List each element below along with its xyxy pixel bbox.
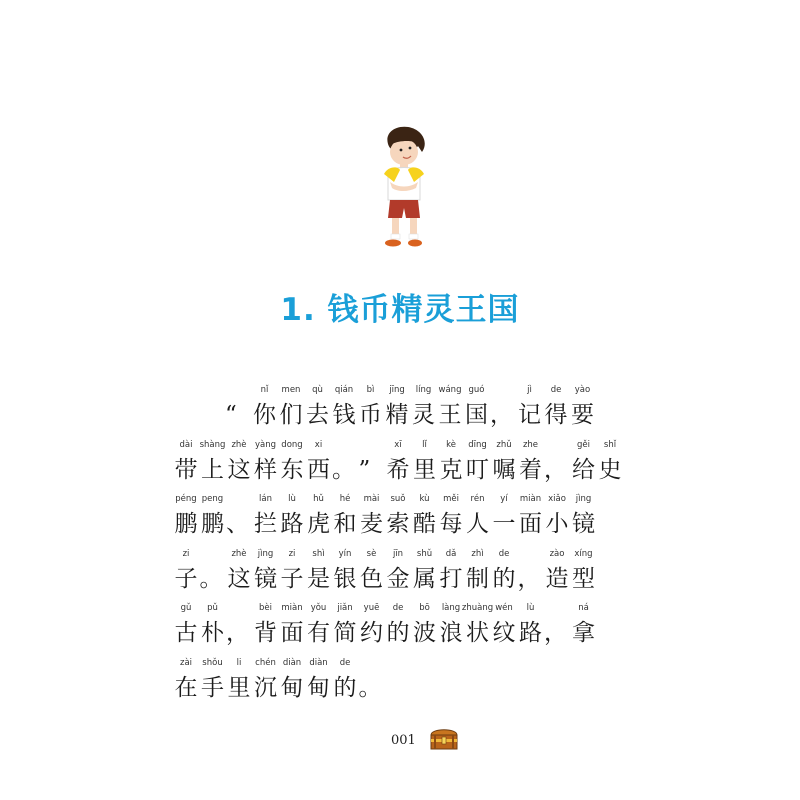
hanzi-cell (331, 384, 357, 440)
hanzi-char: 面 (519, 511, 542, 537)
hanzi-char: 币 (359, 402, 382, 428)
pinyin: gěi (577, 439, 590, 450)
hanzi-char: 上 (201, 456, 224, 483)
hanzi-cell (461, 602, 494, 658)
punctuation: ， (226, 620, 249, 646)
pinyin: yào (574, 385, 591, 395)
hanzi-cell (491, 602, 517, 658)
hanzi-char: 路 (519, 620, 542, 646)
pinyin: zhè (231, 548, 247, 559)
hanzi-cell (253, 493, 279, 549)
hanzi-char: 镜 (572, 511, 595, 537)
hanzi-cell (359, 439, 385, 495)
pinyin: chén (255, 657, 276, 668)
hanzi-char: 在 (174, 674, 198, 701)
treasure-chest-icon (428, 725, 460, 751)
pinyin: dài (179, 439, 193, 450)
hanzi-char: 的 (333, 674, 357, 701)
pinyin: de (392, 603, 404, 613)
hanzi-cell (332, 602, 358, 658)
hanzi-cell (438, 548, 464, 604)
hanzi-char: 人 (466, 511, 489, 537)
hanzi-cell (253, 602, 279, 658)
pinyin: nǐ (260, 385, 269, 395)
pinyin: zhe (522, 439, 539, 450)
hanzi-cell (518, 439, 544, 495)
hanzi-cell (411, 384, 437, 440)
pinyin: kè (446, 439, 456, 450)
hanzi-char: 记 (518, 402, 541, 428)
hanzi-char: 属 (413, 565, 436, 592)
hanzi-cell (200, 439, 226, 495)
pinyin: miàn (519, 494, 542, 504)
hanzi-cell (570, 384, 596, 440)
hanzi-char: 甸 (307, 674, 330, 701)
pinyin: xíng (574, 548, 593, 559)
hanzi-cell (332, 439, 358, 495)
hanzi-char: 国 (465, 402, 488, 428)
pinyin: ná (578, 603, 589, 613)
hanzi-char: 得 (544, 402, 568, 428)
hanzi-char: 里 (413, 456, 436, 483)
hanzi-char: 给 (572, 456, 595, 483)
page-number: 001 (391, 733, 416, 748)
hanzi-cell (225, 384, 251, 440)
hanzi-char: 王 (438, 402, 462, 428)
hanzi-char: 索 (386, 511, 410, 537)
hanzi-cell (412, 548, 438, 604)
hanzi-cell (279, 548, 305, 604)
hanzi-char: 你 (253, 402, 276, 428)
hanzi-cell (173, 602, 199, 658)
hanzi-char: 着 (519, 456, 542, 483)
pinyin: wén (495, 603, 513, 613)
hanzi-cell (385, 602, 411, 658)
pinyin: shǒu (202, 657, 223, 668)
hanzi-cell (226, 602, 252, 658)
hanzi-char: 钱 (332, 402, 356, 428)
pinyin: dong (281, 439, 303, 450)
hanzi-char: 是 (307, 565, 330, 592)
hanzi-char: 朴 (201, 620, 224, 646)
punctuation: 、 (226, 511, 249, 537)
pinyin: zhè (231, 439, 247, 450)
pinyin: bèi (259, 603, 272, 613)
hanzi-cell (200, 548, 226, 604)
hanzi-char: 子 (280, 565, 304, 592)
hanzi-cell (412, 602, 438, 658)
hanzi-char: 纹 (492, 620, 516, 646)
hanzi-cell (359, 602, 385, 658)
hanzi-char: 精 (385, 402, 409, 428)
hanzi-cell (438, 439, 464, 495)
hanzi-cell (518, 493, 544, 549)
hanzi-cell (465, 548, 491, 604)
pinyin: dǎ (445, 548, 457, 559)
hanzi-char: 拿 (572, 620, 595, 646)
hanzi-char: 样 (254, 456, 277, 483)
hanzi-char: 波 (413, 620, 436, 646)
hanzi-char: 子 (174, 565, 198, 592)
hanzi-cell (438, 602, 464, 658)
passage-line (0, 384, 800, 440)
pinyin: bō (419, 603, 430, 613)
hanzi-char: 约 (360, 620, 383, 646)
hanzi-cell (465, 439, 491, 495)
hanzi-cell (173, 548, 199, 604)
hanzi-cell (200, 602, 226, 658)
pinyin: shǔ (416, 548, 433, 559)
hanzi-cell (359, 657, 385, 713)
hanzi-cell (385, 439, 411, 495)
pinyin: li (236, 657, 242, 668)
hanzi-char: 色 (360, 565, 383, 592)
hanzi-char: 一 (492, 511, 516, 537)
pinyin: zài (179, 657, 193, 668)
punctuation: 。 (332, 456, 355, 483)
hanzi-cell (385, 548, 411, 604)
hanzi-char: 嘱 (492, 456, 516, 483)
punctuation: ， (544, 620, 567, 646)
hanzi-cell (412, 493, 438, 549)
pinyin: zi (182, 548, 190, 559)
hanzi-cell (173, 657, 199, 713)
hanzi-char: 的 (386, 620, 410, 646)
pinyin: xī (394, 439, 402, 450)
hanzi-char: 甸 (280, 674, 304, 701)
hanzi-char: 镜 (254, 565, 277, 592)
pinyin: péng (175, 494, 197, 504)
hanzi-cell (518, 548, 544, 604)
pinyin: pǔ (207, 603, 218, 613)
hanzi-char: 状 (466, 620, 489, 646)
pinyin: zi (288, 548, 296, 559)
hanzi-char: 希 (386, 456, 410, 483)
pinyin: men (281, 385, 301, 395)
hanzi-cell (279, 657, 305, 713)
hanzi-cell (279, 602, 305, 658)
boy-illustration (370, 122, 438, 252)
hanzi-char: 的 (492, 565, 516, 592)
pinyin: hé (339, 494, 351, 504)
pinyin: líng (415, 385, 432, 395)
hanzi-cell (252, 384, 278, 440)
pinyin: lán (259, 494, 272, 504)
hanzi-cell (465, 493, 491, 549)
pinyin: sè (366, 548, 377, 559)
pinyin: zhǔ (496, 439, 512, 450)
pinyin: měi (443, 494, 459, 504)
hanzi-char: 这 (227, 456, 251, 483)
hanzi-char: 古 (174, 620, 198, 646)
pinyin: lù (526, 603, 535, 613)
hanzi-cell (173, 493, 199, 549)
hanzi-char: 有 (307, 620, 330, 646)
hanzi-cell (571, 439, 597, 495)
hanzi-cell (490, 384, 516, 440)
hanzi-cell (464, 384, 490, 440)
hanzi-char: 拦 (254, 511, 277, 537)
chapter-title: 1. 钱币精灵王国 (280, 292, 520, 328)
pinyin: yuē (363, 603, 380, 613)
hanzi-char: 造 (545, 565, 569, 592)
hanzi-cell (491, 548, 517, 604)
hanzi-cell (306, 602, 332, 658)
passage-line (0, 657, 800, 713)
hanzi-char: 们 (279, 402, 303, 428)
passage-line (0, 493, 800, 549)
hanzi-cell (332, 548, 358, 604)
hanzi-char: 浪 (439, 620, 463, 646)
hanzi-char: 手 (201, 674, 224, 701)
hanzi-char: 小 (545, 511, 569, 537)
hanzi-cell (279, 439, 305, 495)
pinyin: miàn (281, 603, 303, 613)
punctuation: 。 (358, 674, 382, 701)
hanzi-char: 灵 (412, 402, 435, 428)
hanzi-char: 打 (439, 565, 463, 592)
hanzi-char: 麦 (360, 511, 383, 537)
hanzi-cell (491, 439, 517, 495)
hanzi-cell (226, 439, 252, 495)
hanzi-cell (278, 384, 304, 440)
pinyin: de (498, 548, 510, 559)
hanzi-cell (543, 384, 569, 440)
hanzi-cell (226, 548, 252, 604)
pinyin: jìng (575, 494, 592, 504)
pinyin: shì (312, 548, 325, 559)
hanzi-char: 要 (571, 402, 594, 428)
hanzi-cell (306, 548, 332, 604)
pinyin: làng (441, 603, 461, 613)
punctuation: “ (225, 402, 237, 428)
hanzi-cell (253, 548, 279, 604)
pinyin: lù (288, 494, 296, 504)
hanzi-char: 型 (572, 565, 595, 592)
hanzi-cell (279, 493, 305, 549)
pinyin: hǔ (313, 494, 324, 504)
hanzi-char: 带 (174, 456, 198, 483)
hanzi-cell (597, 439, 623, 495)
hanzi-cell (306, 657, 332, 713)
pinyin: shàng (199, 439, 226, 450)
pinyin: rén (470, 494, 485, 504)
hanzi-cell (358, 384, 384, 440)
punctuation: ” (358, 456, 371, 483)
pinyin: shǐ (603, 439, 617, 450)
hanzi-cell (518, 602, 544, 658)
hanzi-cell (544, 439, 570, 495)
pinyin: zào (549, 548, 565, 559)
hanzi-char: 制 (466, 565, 489, 592)
pinyin: jiǎn (337, 603, 353, 613)
hanzi-cell (437, 384, 463, 440)
pinyin: mài (363, 494, 380, 504)
pinyin: wáng (438, 385, 462, 395)
passage-line (0, 439, 800, 495)
hanzi-cell (544, 602, 570, 658)
pinyin: jìng (257, 548, 274, 559)
hanzi-cell (226, 657, 252, 713)
hanzi-cell (253, 657, 279, 713)
punctuation: ， (544, 456, 567, 483)
pinyin: yí (500, 494, 508, 504)
hanzi-cell (200, 657, 226, 713)
passage-line (0, 602, 800, 658)
pinyin: de (550, 385, 562, 395)
pinyin: zhuàng (461, 603, 494, 613)
hanzi-cell (332, 657, 358, 713)
hanzi-cell (438, 493, 464, 549)
hanzi-char: 金 (386, 565, 410, 592)
hanzi-char: 虎 (307, 511, 330, 537)
pinyin: zhì (471, 548, 484, 559)
hanzi-cell (491, 493, 517, 549)
hanzi-cell (200, 493, 226, 549)
punctuation: 。 (199, 565, 223, 592)
pinyin: xi (314, 439, 323, 450)
hanzi-char: 去 (306, 402, 329, 428)
story-passage (0, 384, 800, 704)
pinyin: peng (201, 494, 224, 504)
pinyin: kù (419, 494, 430, 504)
pinyin: yǒu (310, 603, 327, 613)
pinyin: suǒ (390, 494, 406, 504)
hanzi-char: 酷 (413, 511, 436, 537)
hanzi-cell (305, 384, 331, 440)
hanzi-cell (359, 493, 385, 549)
pinyin: dīng (468, 439, 487, 450)
hanzi-cell (253, 439, 279, 495)
hanzi-char: 背 (254, 620, 277, 646)
hanzi-cell (384, 384, 410, 440)
hanzi-cell (306, 439, 332, 495)
hanzi-cell (226, 493, 252, 549)
pinyin: diàn (309, 657, 328, 668)
punctuation: ， (490, 402, 513, 428)
hanzi-char: 每 (439, 511, 463, 537)
punctuation: ， (517, 565, 541, 592)
hanzi-cell (571, 602, 597, 658)
hanzi-char: 里 (227, 674, 251, 701)
pinyin: lǐ (422, 439, 427, 450)
hanzi-cell (571, 548, 597, 604)
pinyin: guó (468, 385, 485, 395)
hanzi-char: 叮 (466, 456, 489, 483)
hanzi-char: 史 (598, 456, 622, 483)
pinyin: bì (366, 385, 375, 395)
hanzi-cell (359, 548, 385, 604)
hanzi-cell (385, 493, 411, 549)
hanzi-char: 面 (280, 620, 304, 646)
pinyin: qù (312, 385, 323, 395)
hanzi-cell (332, 493, 358, 549)
pinyin: yàng (254, 439, 277, 450)
hanzi-cell (571, 493, 597, 549)
hanzi-cell (544, 548, 570, 604)
pinyin: qián (334, 385, 354, 395)
hanzi-char: 这 (227, 565, 251, 592)
hanzi-char: 沉 (254, 674, 277, 701)
hanzi-char: 和 (333, 511, 357, 537)
hanzi-char: 鹏 (201, 511, 224, 537)
hanzi-cell (544, 493, 570, 549)
pinyin: jīn (392, 548, 404, 559)
hanzi-char: 银 (333, 565, 357, 592)
passage-line (0, 548, 800, 604)
pinyin: gǔ (180, 603, 192, 613)
pinyin: de (339, 657, 351, 668)
hanzi-char: 鹏 (174, 511, 198, 537)
hanzi-cell (412, 439, 438, 495)
pinyin: jīng (389, 385, 405, 395)
hanzi-char: 西 (307, 456, 330, 483)
hanzi-cell (173, 439, 199, 495)
pinyin: diàn (282, 657, 302, 668)
pinyin: yín (338, 548, 352, 559)
hanzi-char: 东 (280, 456, 304, 483)
pinyin: xiǎo (548, 494, 566, 504)
pinyin: jì (527, 385, 532, 395)
hanzi-char: 克 (439, 456, 463, 483)
hanzi-char: 简 (333, 620, 357, 646)
hanzi-cell (517, 384, 543, 440)
hanzi-cell (306, 493, 332, 549)
hanzi-char: 路 (280, 511, 304, 537)
